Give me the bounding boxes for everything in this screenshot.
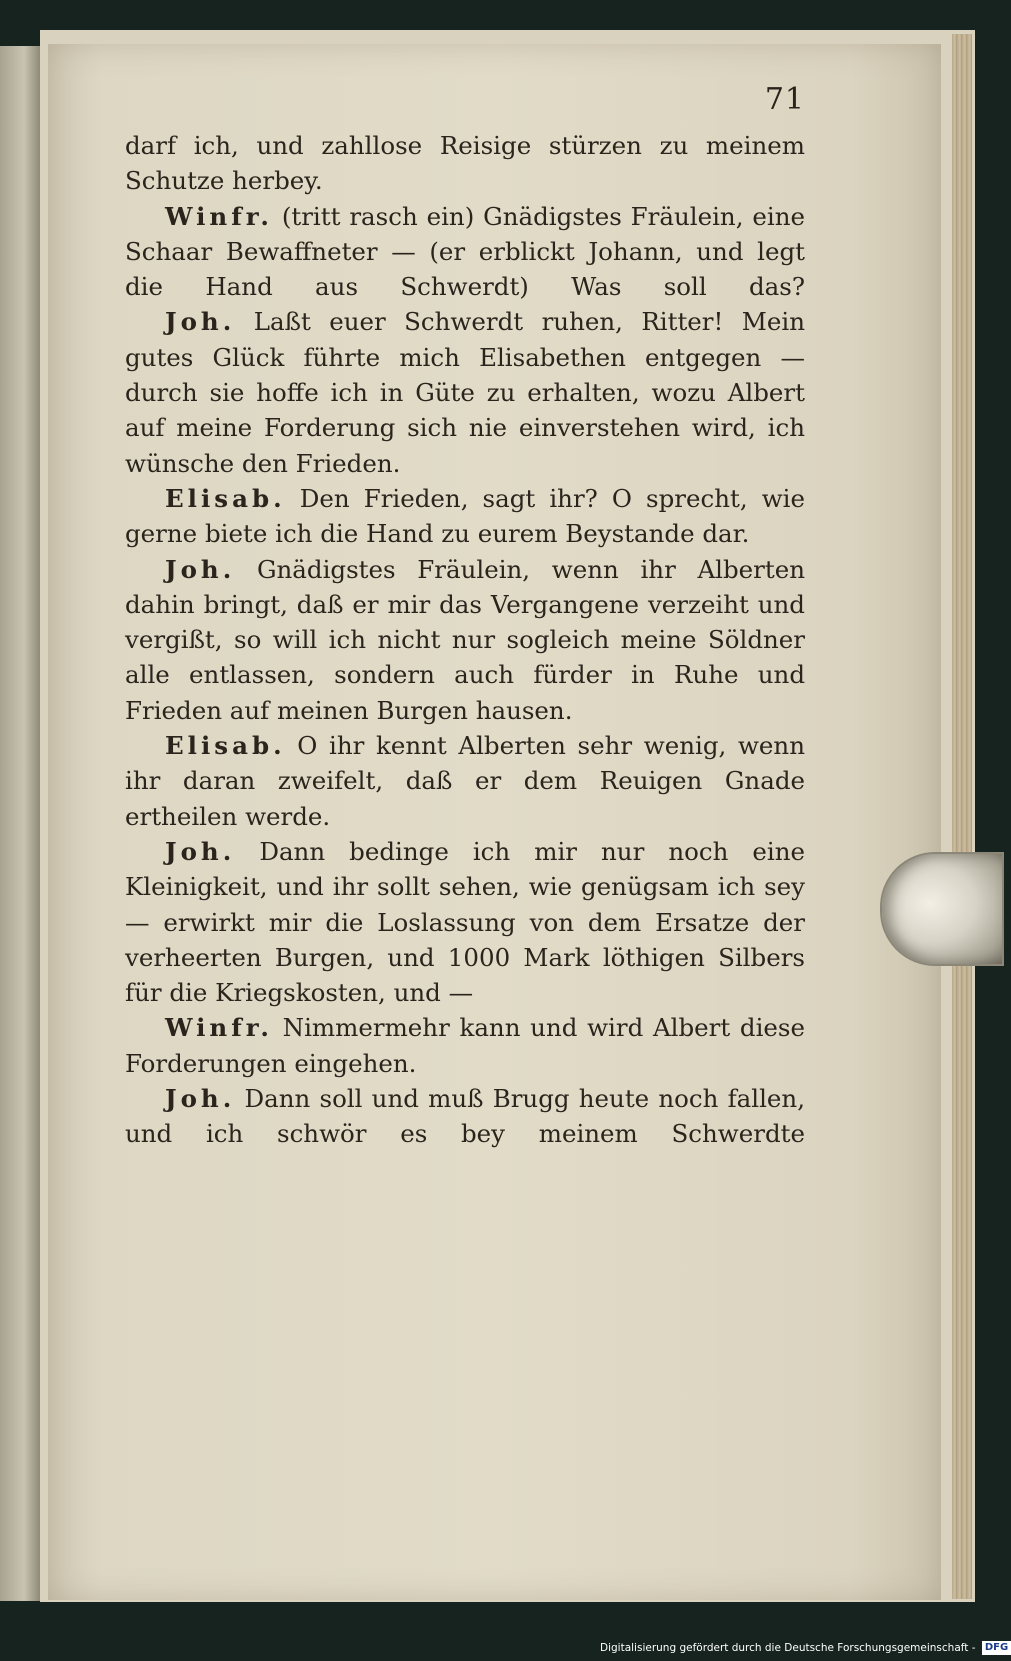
paragraph-text: O ihr kennt Alberten sehr wenig, wenn ihr daran zweifelt, daß er dem Reuigen Gnade ertheilen werde. bbox=[125, 731, 805, 831]
speaker-name: Joh. bbox=[165, 307, 236, 337]
paragraph-1 bbox=[125, 199, 805, 305]
paragraph-text: Dann bedinge ich mir nur noch eine Kleinigkeit, und ihr sollt sehen, wie genügsam ich sey — erwirkt mir die Loslassung von dem Ersatze der verheerten Burgen, und 1000 Mark löthigen Silbers für die Kriegskosten, und — bbox=[125, 836, 805, 1008]
digitization-credit bbox=[600, 1638, 1009, 1658]
paragraph-2 bbox=[125, 304, 805, 480]
dfg-logo-icon: DFG bbox=[982, 1641, 1011, 1655]
paragraph-text: Dann soll und muß Brugg heute noch fallen, und ich schwör es bey meinem Schwerdte bbox=[125, 1084, 805, 1149]
paragraph-4 bbox=[125, 552, 805, 728]
speaker-name: Elisab. bbox=[165, 483, 286, 513]
speaker-name: Joh. bbox=[165, 836, 236, 866]
paragraph-text: Laßt euer Schwerdt ruhen, Ritter! Mein gutes Glück führte mich Elisabethen entgegen — durch sie hoffe ich in Güte zu erhalten, wozu Albert auf meine Forderung sich nie einverstehen wird, ich wünsche den Frieden. bbox=[125, 307, 805, 478]
page-number: 71 bbox=[764, 82, 805, 117]
page-holder-clip bbox=[880, 852, 1004, 966]
paragraph-5 bbox=[125, 728, 805, 834]
paragraph-text: Gnädigstes Fräulein, wenn ihr Alberten dahin bringt, daß er mir das Vergangene verzeiht und vergißt, so will ich nicht nur sogleich meine Söldner alle entlassen, sondern auch fürder in Ruhe und Frieden auf meinen Burgen hausen. bbox=[125, 554, 805, 725]
speaker-name: Elisab. bbox=[165, 731, 286, 761]
speaker-name: Joh. bbox=[165, 554, 236, 584]
speaker-name: Winfr. bbox=[165, 201, 273, 231]
credit-text: Digitalisierung gefördert durch die Deutsche Forschungsgemeinschaft - bbox=[600, 1642, 976, 1654]
speaker-name: Winfr. bbox=[165, 1013, 273, 1043]
paragraph-text: darf ich, und zahllose Reisige stürzen zu meinem Schutze herbey. bbox=[125, 131, 805, 196]
speaker-name: Joh. bbox=[165, 1084, 236, 1114]
paragraph-text: Den Frieden, sagt ihr? O sprecht, wie gerne biete ich die Hand zu eurem Beystande dar. bbox=[125, 483, 805, 549]
page-stack-edge bbox=[952, 34, 972, 1599]
paragraph-7 bbox=[125, 1010, 805, 1081]
left-page-edge bbox=[0, 46, 40, 1601]
paragraph-text: (tritt rasch ein) Gnädigstes Fräulein, eine Schaar Bewaffneter — (er erblickt Johann, und legt die Hand aus Schwerdt) Was soll das? bbox=[125, 201, 805, 302]
paragraph-3 bbox=[125, 481, 805, 552]
paragraph-0 bbox=[125, 128, 805, 199]
paragraph-text: Nimmermehr kann und wird Albert diese Forderungen eingehen. bbox=[125, 1013, 805, 1078]
paragraph-8 bbox=[125, 1081, 805, 1152]
page-text bbox=[125, 128, 805, 1152]
paragraph-6 bbox=[125, 834, 805, 1010]
